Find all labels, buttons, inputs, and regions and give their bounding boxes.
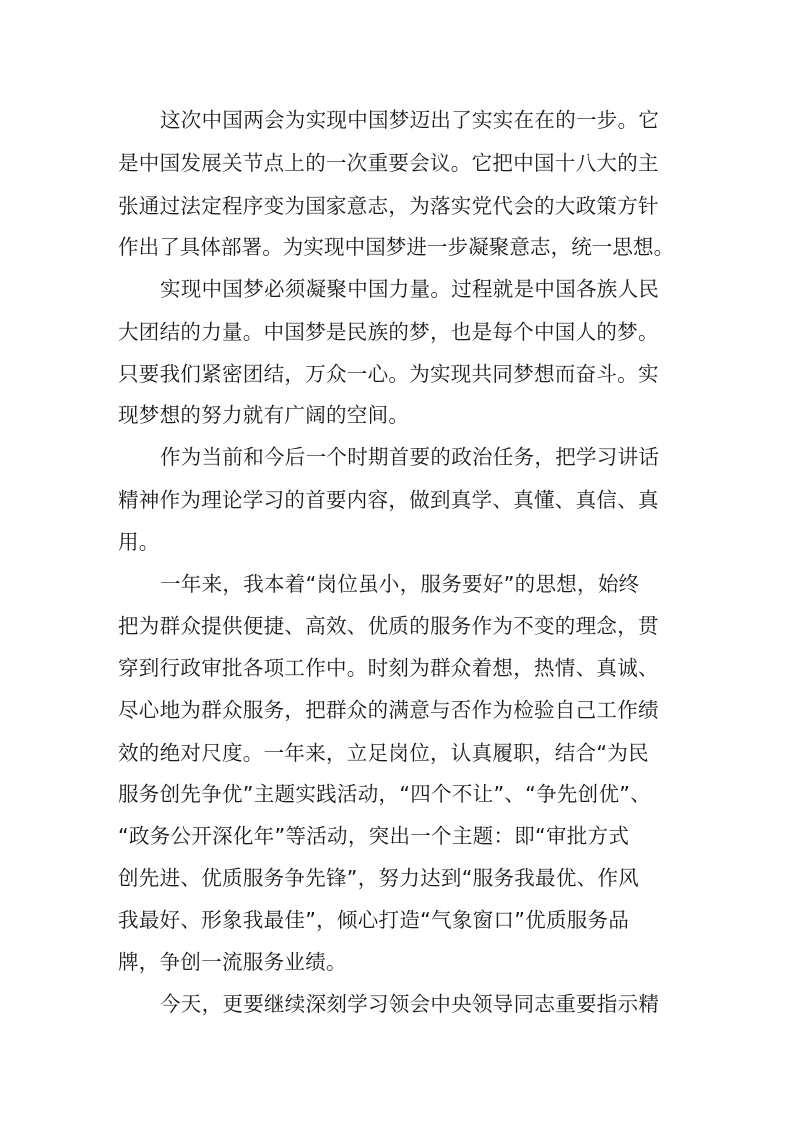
paragraph-5-line-1: 今天，更要继续深刻学习领会中央领导同志重要指示精 (160, 992, 660, 1016)
paragraph-2-line-2: 大团结的力量。中国梦是民族的梦，也是每个中国人的梦。 (118, 320, 659, 344)
paragraph-4-line-2: 把为群众提供便捷、高效、优质的服务作为不变的理念，贯 (118, 614, 659, 638)
paragraph-2-line-3: 只要我们紧密团结，万众一心。为实现共同梦想而奋斗。实 (118, 362, 659, 386)
paragraph-1-line-1: 这次中国两会为实现中国梦迈出了实实在在的一步。它 (160, 108, 660, 132)
paragraph-4-line-3: 穿到行政审批各项工作中。时刻为群众着想，热情、真诚、 (118, 656, 659, 680)
paragraph-1-line-2: 是中国发展关节点上的一次重要会议。它把中国十八大的主 (118, 151, 659, 175)
paragraph-4-line-4: 尽心地为群众服务，把群众的满意与否作为检验自己工作绩 (118, 698, 659, 722)
paragraph-4-line-9: 我最好、形象我最佳”，倾心打造“气象窗口”优质服务品 (118, 908, 630, 932)
paragraph-4-line-8: 创先进、优质服务争先锋”，努力达到“服务我最优、作风 (118, 866, 640, 890)
paragraph-3-line-1: 作为当前和今后一个时期首要的政治任务，把学习讲话 (160, 445, 660, 469)
paragraph-4-line-1: 一年来，我本着“岗位虽小，服务要好”的思想，始终 (160, 572, 640, 596)
paragraph-2-line-4: 现梦想的努力就有广阔的空间。 (118, 403, 410, 427)
paragraph-2-line-1: 实现中国梦必须凝聚中国力量。过程就是中国各族人民 (160, 277, 660, 301)
paragraph-3-line-3: 用。 (118, 530, 160, 554)
paragraph-1-line-3: 张通过法定程序变为国家意志，为落实党代会的大政策方针 (118, 194, 659, 218)
paragraph-4-line-10: 牌，争创一流服务业绩。 (118, 950, 347, 974)
paragraph-1-line-4: 作出了具体部署。为实现中国梦进一步凝聚意志，统一思想。 (118, 235, 675, 259)
paragraph-4-line-6: 服务创先争优”主题实践活动，“四个不让”、“争先创优”、 (118, 782, 652, 806)
paragraph-3-line-2: 精神作为理论学习的首要内容，做到真学、真懂、真信、真 (118, 488, 659, 512)
paragraph-4-line-5: 效的绝对尺度。一年来，立足岗位，认真履职，结合“为民 (118, 741, 649, 765)
paragraph-4-line-7: “政务公开深化年”等活动，突出一个主题：即“审批方式 (118, 824, 630, 848)
